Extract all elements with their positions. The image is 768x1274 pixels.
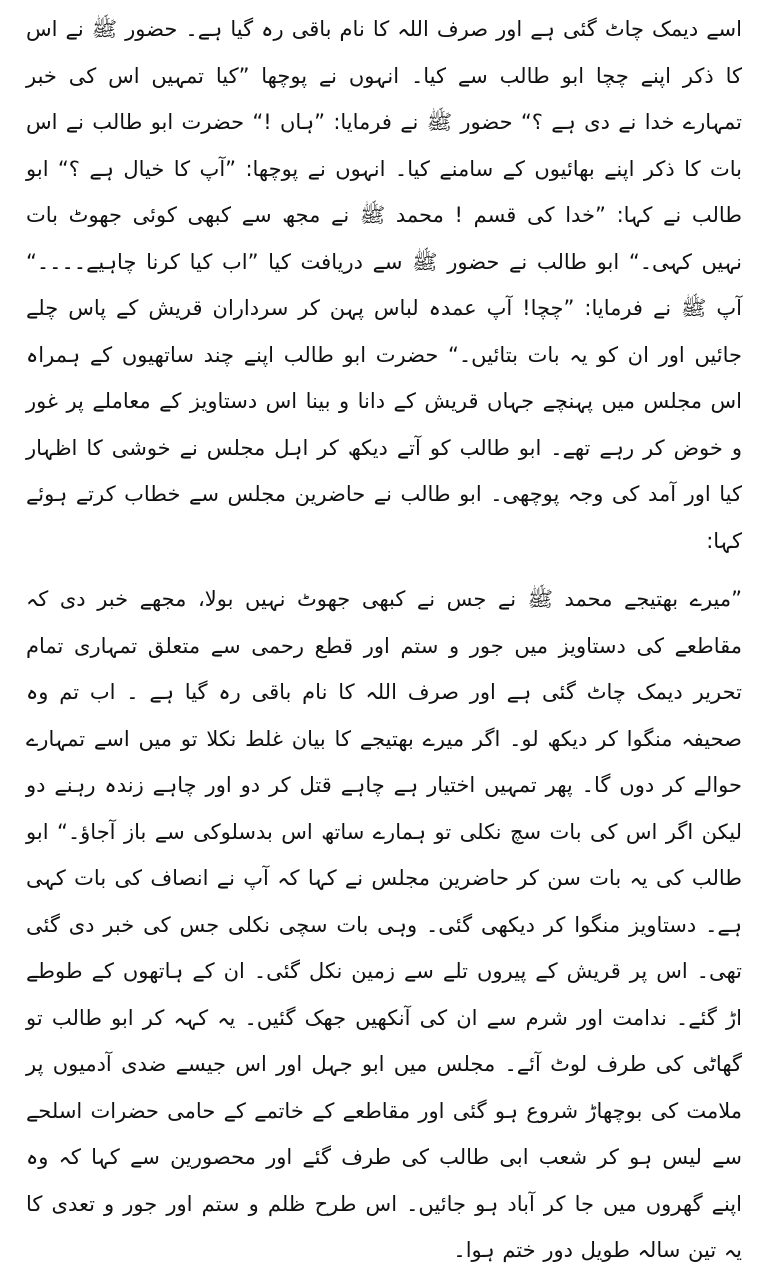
paragraph-narrative: اسے دیمک چاٹ گئی ہے اور صرف اللہ کا نام باقی رہ گیا ہے۔ حضور ﷺ نے اس کا ذکر اپنے چچا ابو طالب سے کیا۔ انہوں نے پوچھا ”کیا تمہیں اس کی خبر تمہارے خدا نے دی ہے ؟“ حضور ﷺ نے فرمایا: ”ہاں !“ حضرت ابو طالب نے اس بات کا ذکر اپنے بھائیوں کے سامنے کیا۔ انہوں نے پوچھا: ”آپ کا خیال ہے ؟“ ابو طالب نے کہا: ”خدا کی قسم ! محمد ﷺ نے مجھ سے کبھی کوئی جھوٹ بات نہیں کہی۔“ ابو طالب نے حضور ﷺ سے دریافت کیا ”اب کیا کرنا چاہیے۔۔۔۔“ آپ ﷺ نے فرمایا: ”چچا! آپ عمدہ لباس پہن کر سرداران قریش کے پاس چلے جائیں اور ان کو یہ بات بتائیں۔“ حضرت ابو طالب اپنے چند ساتھیوں کے ہمراہ اس مجلس میں پہنچے جہاں قریش کے دانا و بینا اس دستاویز کے معاملے پر غور و خوض کر رہے تھے۔ ابو طالب کو آتے دیکھ کر اہل مجلس نے خوشی کا اظہار کیا اور آمد کی وجہ پوچھی۔ ابو طالب نے حاضرین مجلس سے خطاب کرتے ہوئے کہا: <box>26 17 742 553</box>
paragraph-abu-talib-speech: ”میرے بھتیجے محمد ﷺ نے جس نے کبھی جھوٹ نہیں بولا، مجھے خبر دی کہ مقاطعے کی دستاویز میں جور و ستم اور قطع رحمی سے متعلق تمہاری تمام تحریر دیمک چاٹ گئی ہے اور صرف اللہ کا نام باقی رہ گیا ہے ۔ اب تم وہ صحیفہ منگوا کر دیکھ لو۔ اگر میرے بھتیجے کا بیان غلط نکلا تو میں اسے تمہارے حوالے کر دوں گا۔ پھر تمہیں اختیار ہے چاہے قتل کر دو اور چاہے زندہ رہنے دو لیکن اگر اس کی بات سچ نکلی تو ہمارے ساتھ اس بدسلوکی سے باز آجاؤ۔“ ابو طالب کی یہ بات سن کر حاضرین مجلس نے کہا کہ آپ نے انصاف کی بات کہی ہے۔ دستاویز منگوا کر دیکھی گئی۔ وہی بات سچی نکلی جس کی خبر دی گئی تھی۔ اس پر قریش کے پیروں تلے سے زمین نکل گئی۔ ان کے ہاتھوں کے طوطے اڑ گئے۔ ندامت اور شرم سے ان کی آنکھیں جھک گئیں۔ یہ کہہ کر ابو طالب تو گھاٹی کی طرف لوٹ آئے۔ مجلس میں ابو جہل اور اس جیسے ضدی آدمیوں پر ملامت کی بوچھاڑ شروع ہو گئی اور مقاطعے کے خاتمے کے حامی حضرات اسلحے سے لیس ہو کر شعب ابی طالب کی طرف گئے اور محصورین سے کہا کہ وہ اپنے گھروں میں جا کر آباد ہو جائیں۔ اس طرح ظلم و ستم اور جور و تعدی کا یہ تین سالہ طویل دور ختم ہوا۔ <box>26 587 742 1262</box>
